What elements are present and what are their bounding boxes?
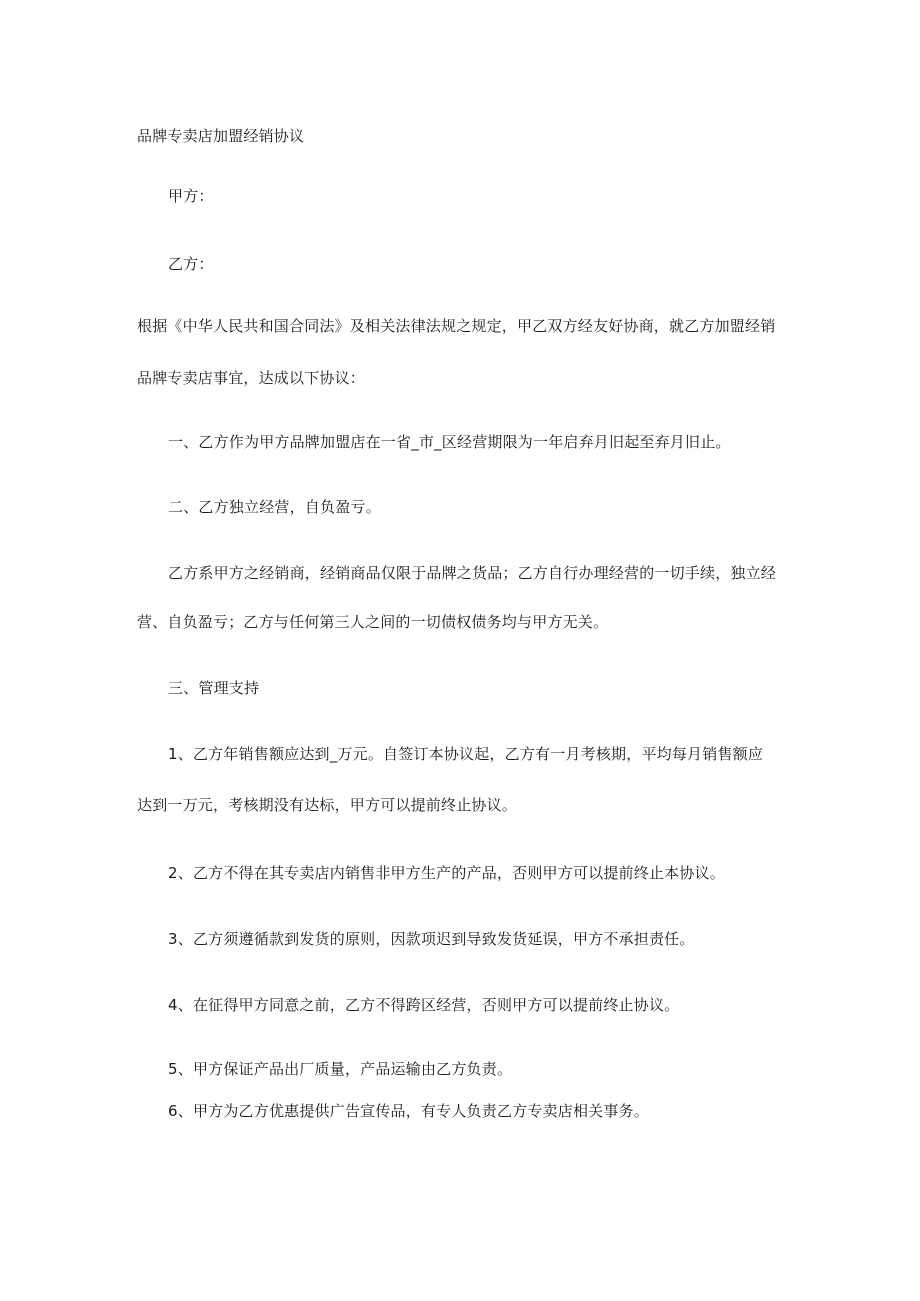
clause-2: 2、乙方不得在其专卖店内销售非甲方生产的产品，否则甲方可以提前终止本协议。 <box>168 864 725 882</box>
section-2-paragraph-line: 营、自负盈亏；乙方与任何第三人之间的一切债权债务均与甲方无关。 <box>137 613 609 631</box>
clause-1-line: 1、乙方年销售额应达到_万元。自签订本协议起，乙方有一月考核期，平均每月销售额应 <box>168 745 764 763</box>
clause-3: 3、乙方须遵循款到发货的原则，因款项迟到导致发货延误，甲方不承担责任。 <box>168 930 695 948</box>
section-2-heading: 二、乙方独立经营，自负盈亏。 <box>168 498 381 516</box>
section-3-heading: 三、管理支持 <box>168 679 260 697</box>
section-1-text: 一、乙方作为甲方品牌加盟店在一省_市_区经营期限为一年启弃月旧起至弃月旧止。 <box>168 433 731 451</box>
intro-paragraph-line: 根据《中华人民共和国合同法》及相关法律法规之规定，甲乙双方经友好协商，就乙方加盟经销 <box>137 317 776 335</box>
party-b-label: 乙方： <box>168 255 214 273</box>
clause-4: 4、在征得甲方同意之前，乙方不得跨区经营，否则甲方可以提前终止协议。 <box>168 996 680 1014</box>
section-2-paragraph-line: 乙方系甲方之经销商，经销商品仅限于品牌之货品；乙方自行办理经营的一切手续，独立经 <box>168 564 777 582</box>
intro-paragraph-line: 品牌专卖店事宜，达成以下协议： <box>137 369 366 387</box>
clause-6: 6、甲方为乙方优惠提供广告宣传品，有专人负责乙方专卖店相关事务。 <box>168 1102 649 1120</box>
document-title: 品牌专卖店加盟经销协议 <box>137 127 305 145</box>
party-a-label: 甲方： <box>168 187 214 205</box>
clause-5: 5、甲方保证产品出厂质量，产品运输由乙方负责。 <box>168 1060 513 1078</box>
clause-1-line: 达到一万元，考核期没有达标，甲方可以提前终止协议。 <box>137 796 518 814</box>
